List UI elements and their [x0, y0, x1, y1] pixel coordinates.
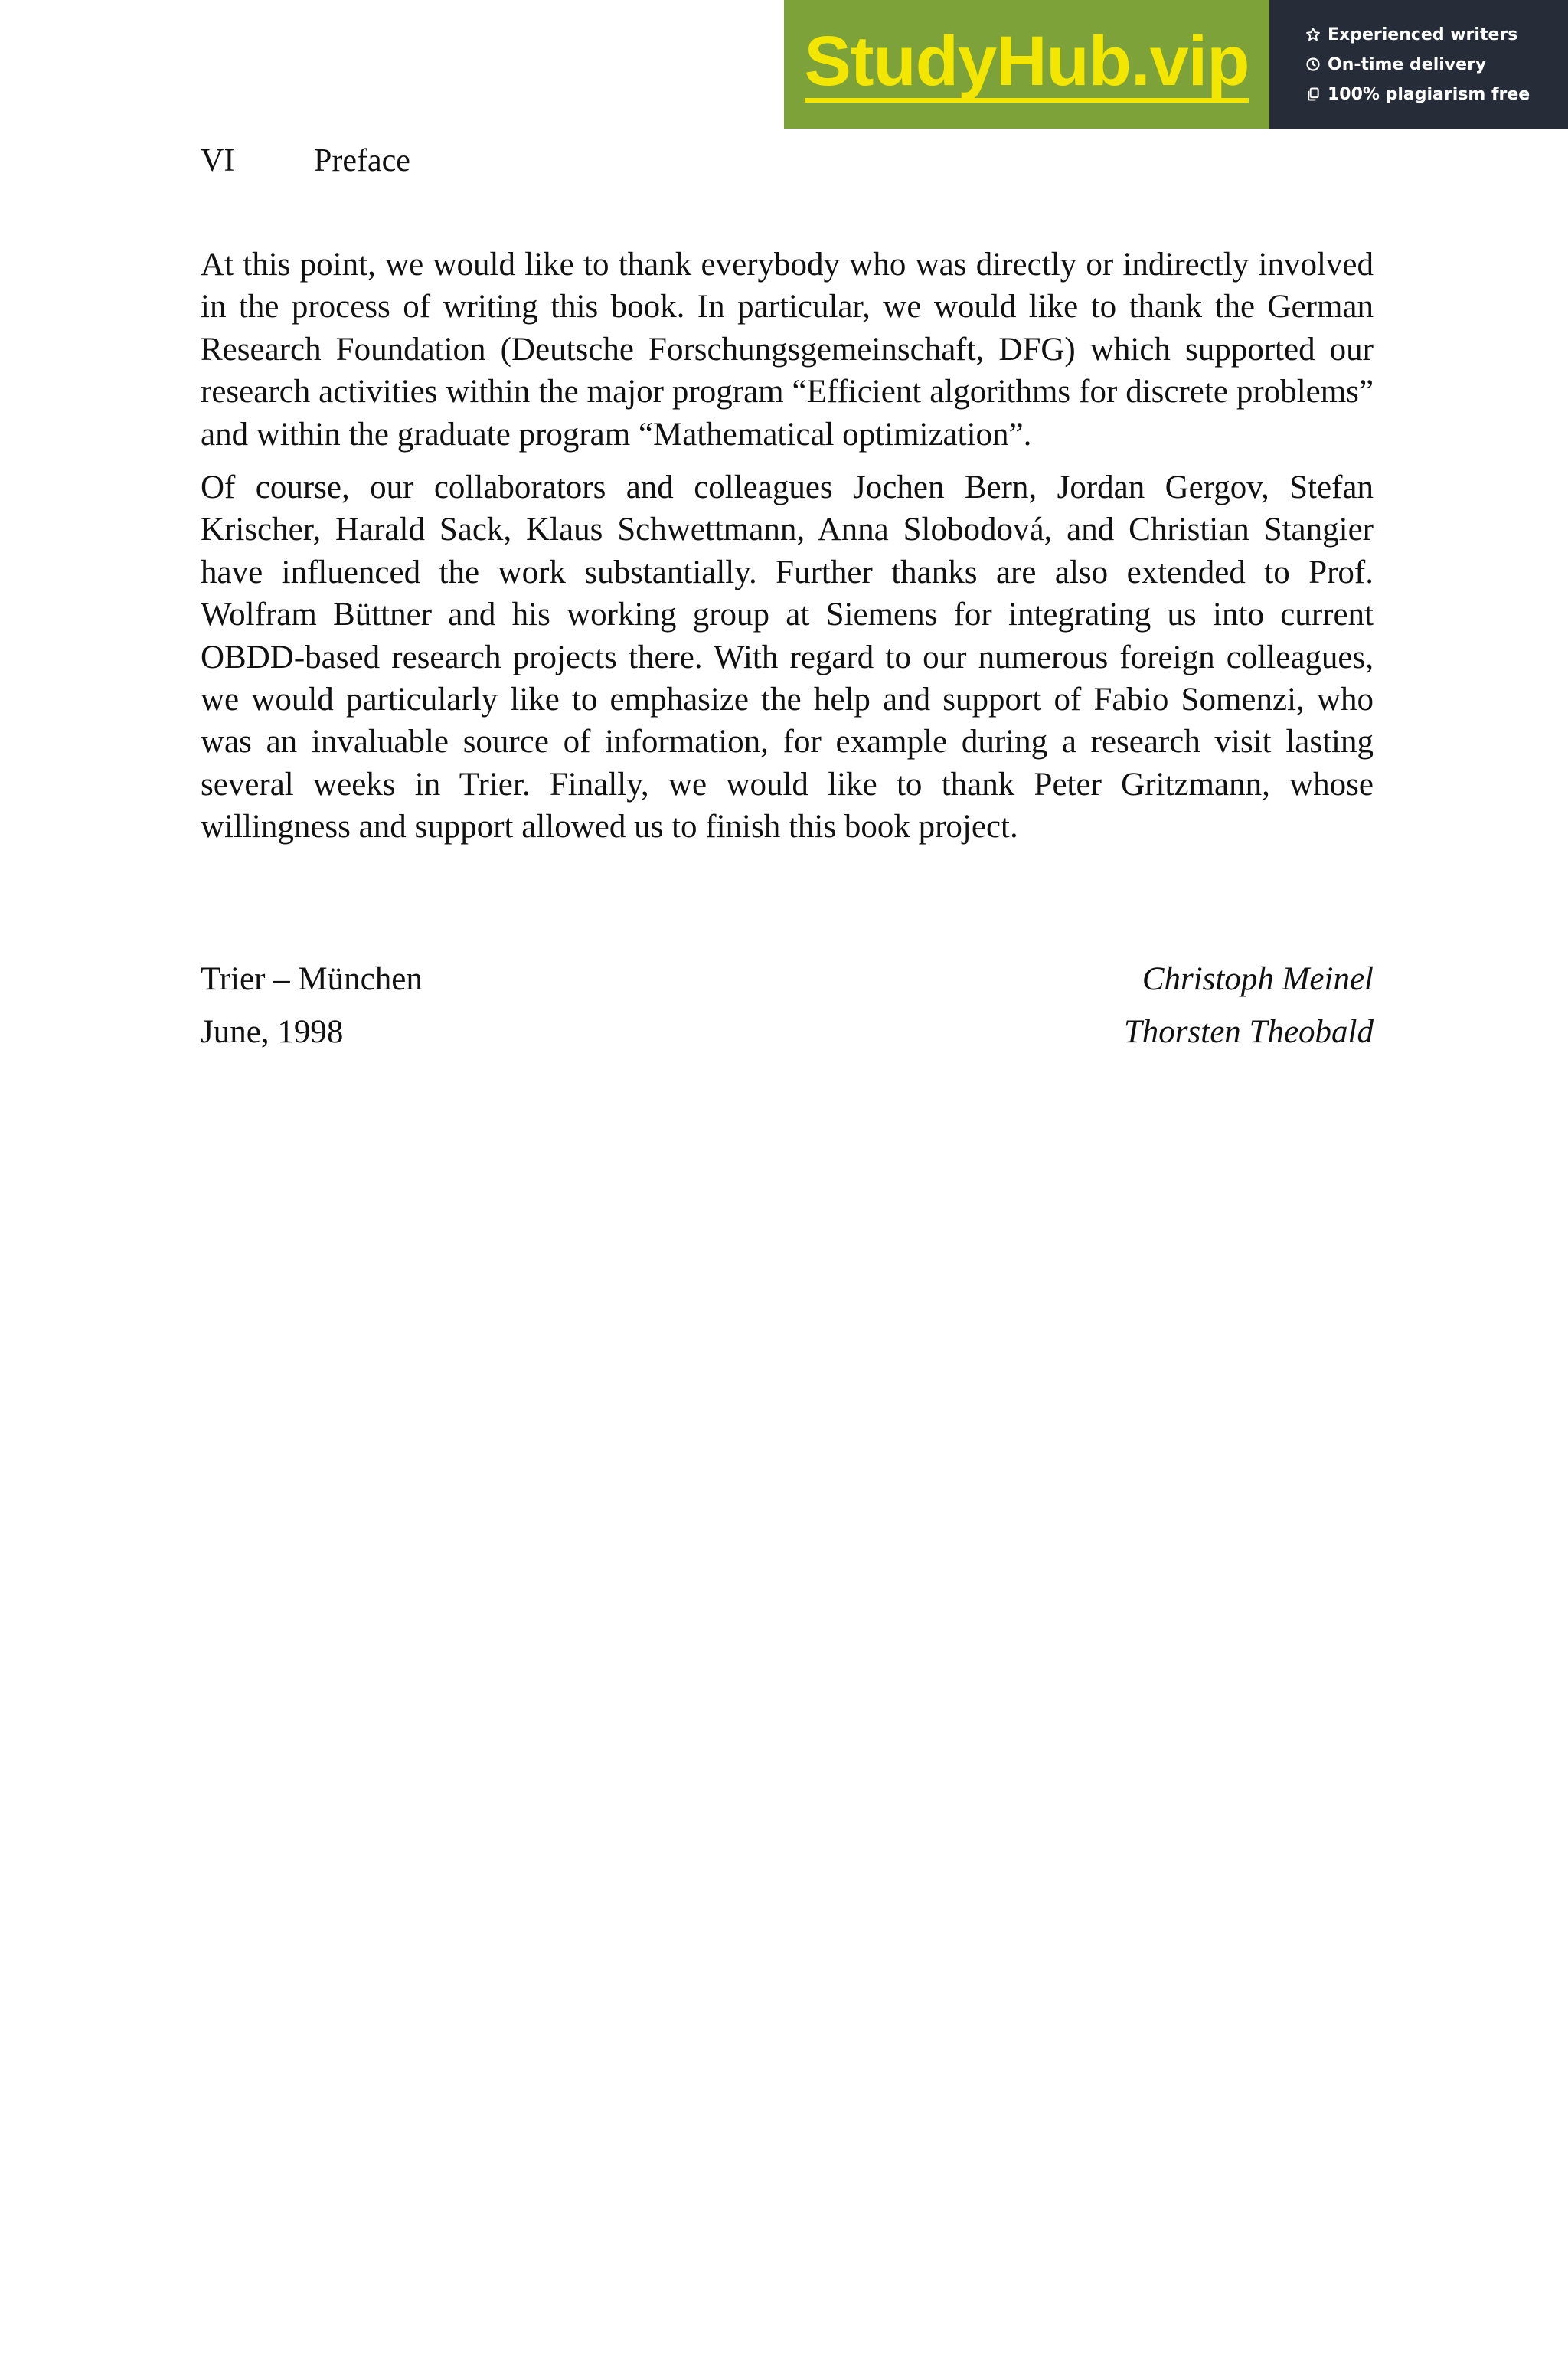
signature-date: June, 1998 [201, 1014, 344, 1050]
feature-experienced-writers [1305, 25, 1568, 44]
paragraph: At this point, we would like to thank everybody who was directly or indirectly involved in the process of writing this book. In particular, we would like to thank the German Research Foundation (Deutsche Forschungsgemeinschaft, DFG) which supported our research activities within the major program “Efficient algorithms for discrete problems” and within the graduate program “Mathematical optimization”. [201, 247, 1374, 453]
page-number: VI [201, 143, 235, 178]
signature-row [201, 1013, 1374, 1066]
section-title: Preface [314, 143, 410, 178]
author-name: Christoph Meinel [1142, 961, 1374, 997]
signature-block [201, 960, 1374, 1066]
star-icon [1305, 26, 1321, 43]
copy-icon [1305, 86, 1321, 103]
feature-label: On-time delivery [1328, 54, 1487, 74]
author-name: Thorsten Theobald [1123, 1014, 1374, 1050]
running-head [201, 142, 410, 179]
signature-place: Trier – München [201, 961, 423, 997]
feature-on-time-delivery [1305, 55, 1568, 74]
studyhub-banner[interactable] [784, 0, 1568, 129]
preface-body [201, 244, 1374, 849]
feature-label: Experienced writers [1328, 25, 1518, 44]
studyhub-logo-link[interactable] [784, 0, 1269, 129]
banner-features [1269, 0, 1568, 129]
paragraph: Of course, our collaborators and colleagues Jochen Bern, Jordan Gergov, Stefan Krischer, Harald Sack, Klaus Schwettmann, Anna Slobodová, and Christian Stangier have influenced the work substantially. Further thanks are also extended to Prof. Wolfram Büttner and his working group at Siemens for integrating us into current OBDD-based research projects there. With regard to our numerous foreign colleagues, we would particularly like to emphasize the help and support of Fabio Somenzi, who was an invaluable source of information, for example during a research visit lasting several weeks in Trier. Finally, we would like to thank Peter Gritzmann, whose willingness and support allowed us to finish this book project. [201, 469, 1374, 846]
feature-label: 100% plagiarism free [1328, 84, 1530, 104]
feature-plagiarism-free [1305, 85, 1568, 104]
signature-row [201, 960, 1374, 1013]
studyhub-logo-text: StudyHub.vip [805, 26, 1250, 103]
clock-icon [1305, 56, 1321, 73]
